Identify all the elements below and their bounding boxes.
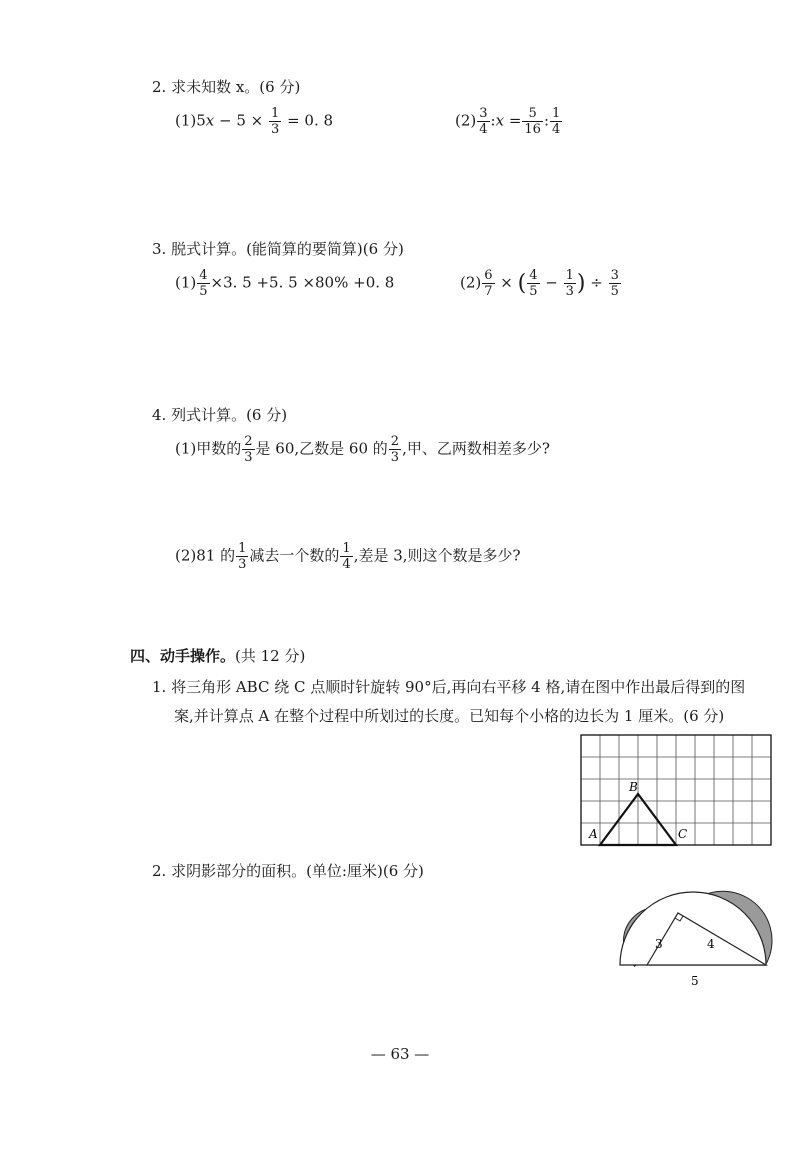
q3-title: 3. 脱式计算。(能简算的要简算)(6 分)	[152, 240, 404, 258]
side-label-4: 4	[707, 937, 715, 951]
section-4-heading: 四、动手操作。(共 12 分)	[130, 647, 306, 665]
label-a: A	[589, 827, 598, 841]
grid-figure	[580, 734, 772, 848]
fraction: $\frac{6}{7}$	[484, 268, 493, 299]
fraction: $\frac{1}{3}$	[565, 268, 574, 299]
sec4-q1-line2: 案,并计算点 A 在整个过程中所划过的长度。已知每个小格的边长为 1 厘米。(6 分)	[174, 707, 725, 725]
fraction: $\frac{4}{5}$	[529, 268, 538, 299]
sec4-q1-line1: 1. 将三角形 ABC 绕 C 点顺时针旋转 90°后,再向右平移 4 格,请在图中作出最后得到的图	[152, 678, 746, 696]
fraction: $\frac{2}{3}$	[390, 434, 400, 465]
q3-part1: (1) $\frac{4}{5}$ ×3. 5 +5. 5 ×80% +0. 8	[175, 268, 395, 299]
shaded-area-figure	[615, 885, 775, 990]
fraction: $\frac{1}{3}$	[271, 106, 280, 137]
q4-title: 4. 列式计算。(6 分)	[152, 406, 288, 424]
fraction: $\frac{1}{4}$	[342, 541, 351, 572]
q2-part2: (2) $\frac{3}{4}$ :x = $\frac{5}{16}$ : $\frac{1}{4}$	[455, 106, 561, 137]
fraction: $\frac{5}{16}$	[524, 106, 541, 137]
fraction: $\frac{3}{5}$	[610, 268, 619, 299]
q2-part1: (1)5x − 5 × $\frac{1}{3}$ = 0. 8	[175, 106, 334, 137]
label-c: C	[678, 827, 688, 841]
q2-title: 2. 求未知数 x。(6 分)	[152, 78, 301, 96]
side-label-3: 3	[655, 937, 663, 951]
q4-part2: (2)81 的 $\frac{1}{3}$ 减去一个数的 $\frac{1}{4}$ ,差是 3,则这个数是多少?	[175, 541, 521, 572]
label-b: B	[629, 780, 638, 794]
page-number: — 63 —	[370, 1045, 430, 1063]
sec4-q2-title: 2. 求阴影部分的面积。(单位:厘米)(6 分)	[152, 862, 424, 880]
grid-lines	[581, 735, 771, 845]
fraction: $\frac{3}{4}$	[479, 106, 488, 137]
fraction: $\frac{4}{5}$	[199, 268, 208, 299]
q3-part2: (2) $\frac{6}{7}$ × ( $\frac{4}{5}$ − $\frac{1}{3}$ ) ÷ $\frac{3}{5}$	[460, 268, 619, 299]
side-label-5: 5	[691, 974, 699, 988]
q4-part1: (1)甲数的 $\frac{2}{3}$ 是 60,乙数是 60 的 $\frac{2}{3}$ ,甲、乙两数相差多少?	[175, 434, 550, 465]
fraction: $\frac{2}{3}$	[244, 434, 253, 465]
fraction: $\frac{1}{4}$	[552, 106, 561, 137]
fraction: $\frac{1}{3}$	[238, 541, 247, 572]
